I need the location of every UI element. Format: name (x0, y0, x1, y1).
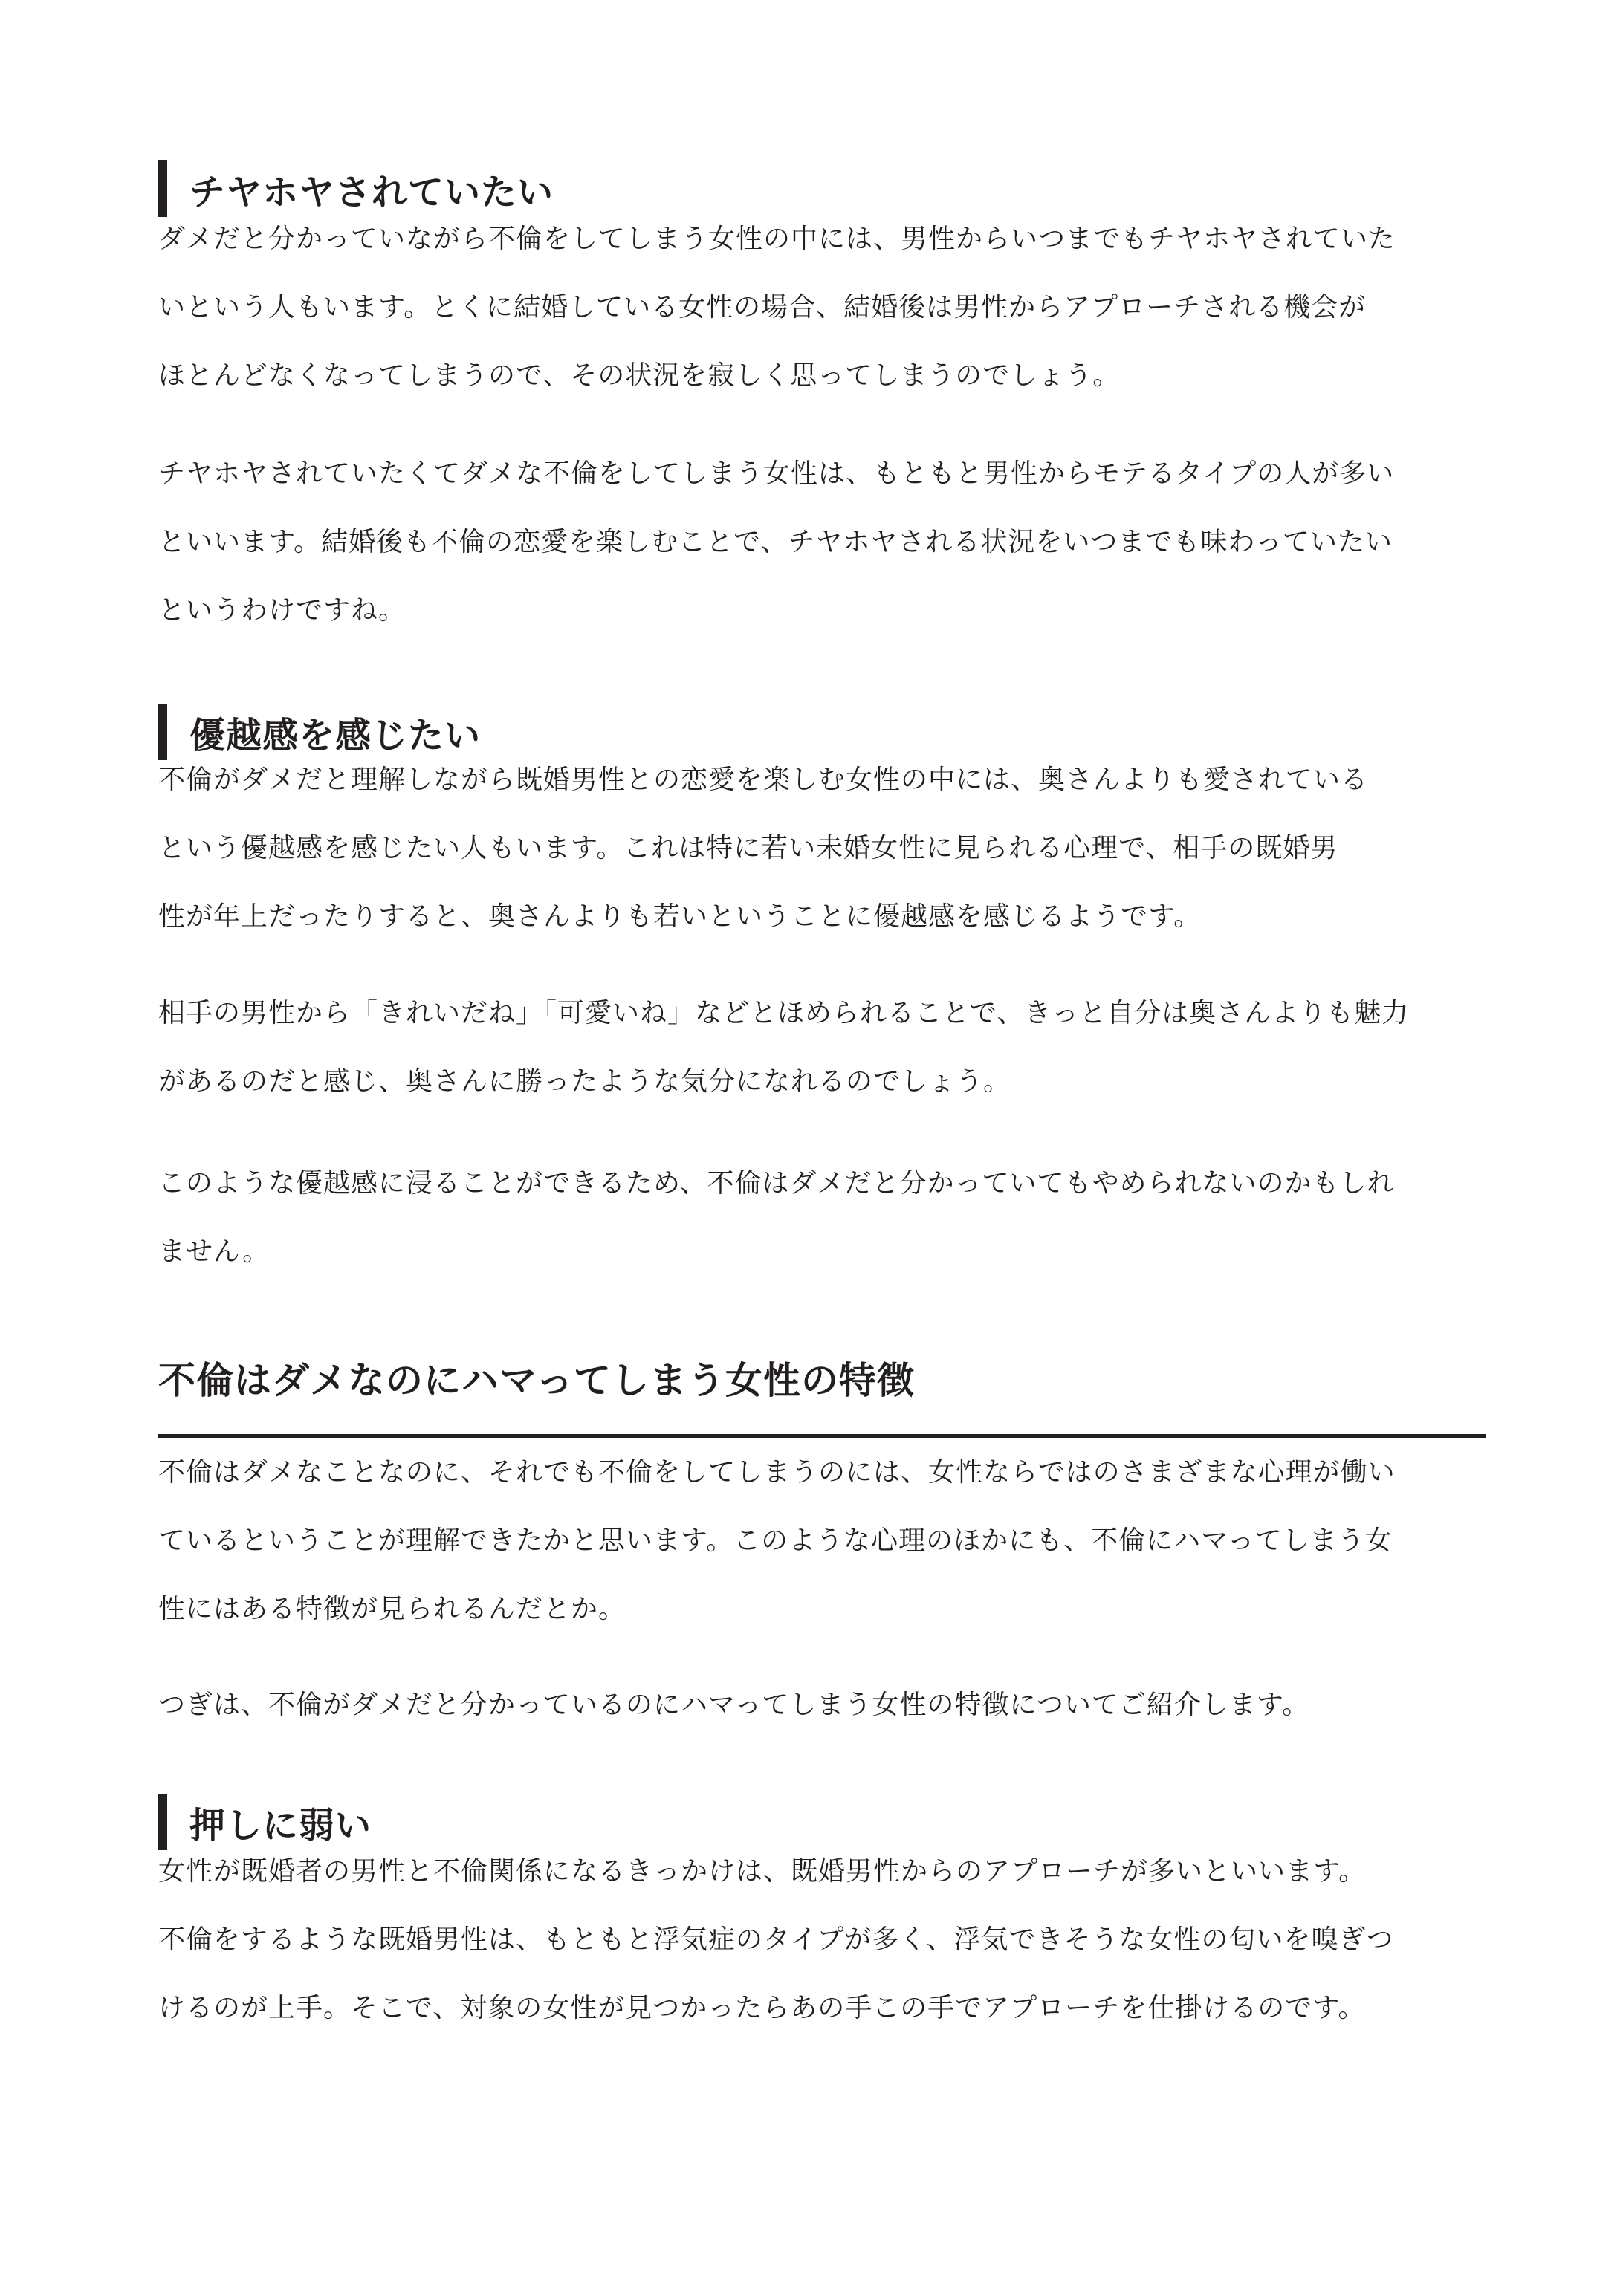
paragraph (158, 1671, 1496, 1739)
text-line: 不倫はダメなことなのに、それでも不倫をしてしまうのには、女性ならではのさまざまな心理が働い (158, 1457, 1396, 1488)
text-line: いという人もいます。とくに結婚している女性の場合、結婚後は男性からアプローチされる機会が (158, 292, 1367, 322)
text-line: ません。 (158, 1236, 270, 1267)
section-heading-text: 押しに弱い (189, 1804, 372, 1846)
chapter-heading-text: 不倫はダメなのにハマってしまう女性の特徴 (158, 1359, 915, 1402)
text-line: チヤホヤされていたくてダメな不倫をしてしまう女性は、もともと男性からモテるタイプの人が多い (158, 458, 1395, 489)
chapter-heading-rule (158, 1434, 1486, 1438)
text-line: という優越感を感じたい人もいます。これは特に若い未婚女性に見られる心理で、相手の既婚男 (158, 833, 1338, 863)
paragraph (158, 440, 1496, 645)
text-line: 不倫をするような既婚男性は、もともと浮気症のタイプが多く、浮気できそうな女性の匂いを嗅ぎつ (158, 1924, 1394, 1955)
text-line: があるのだと感じ、奥さんに勝ったような気分になれるのでしょう。 (158, 1066, 1011, 1097)
paragraph (158, 979, 1496, 1116)
text-line: ているということが理解できたかと思います。このような心理のほかにも、不倫にハマってしまう女 (158, 1525, 1393, 1556)
text-line: 女性が既婚者の男性と不倫関係になるきっかけは、既婚男性からのアプローチが多いといいます。 (158, 1856, 1367, 1887)
text-line: ダメだと分かっていながら不倫をしてしまう女性の中には、男性からいつまでもチヤホヤされていた (158, 224, 1396, 254)
text-line: 性にはある特徴が見られるんだとか。 (158, 1594, 626, 1624)
paragraph (158, 746, 1496, 951)
paragraph (158, 1838, 1496, 2043)
chapter-heading (158, 1349, 1486, 1438)
text-line: けるのが上手。そこで、対象の女性が見つかったらあの手この手でアプローチを仕掛けるのです。 (158, 1993, 1366, 2023)
section-heading-text: チヤホヤされていたい (189, 171, 554, 213)
section-heading-text: 優越感を感じたい (189, 714, 482, 756)
text-line: 性が年上だったりすると、奥さんよりも若いということに優越感を感じるようです。 (158, 901, 1202, 932)
paragraph (158, 205, 1496, 410)
text-line: ほとんどなくなってしまうので、その状況を寂しく思ってしまうのでしょう。 (158, 360, 1121, 391)
text-line: 相手の男性から「きれいだね」「可愛いね」などとほめられることで、きっと自分は奥さんよりも魅力 (158, 998, 1410, 1028)
paragraph (158, 1439, 1496, 1644)
text-line: このような優越感に浸ることができるため、不倫はダメだと分かっていてもやめられないのかもしれ (158, 1168, 1395, 1199)
text-line: というわけですね。 (158, 595, 406, 626)
text-line: 不倫がダメだと理解しながら既婚男性との恋愛を楽しむ女性の中には、奥さんよりも愛されている (158, 765, 1369, 795)
text-line: つぎは、不倫がダメだと分かっているのにハマってしまう女性の特徴についてご紹介します。 (158, 1690, 1309, 1720)
paragraph (158, 1149, 1496, 1286)
text-line: といいます。結婚後も不倫の恋愛を楽しむことで、チヤホヤされる状況をいつまでも味わっていたい (158, 527, 1393, 557)
